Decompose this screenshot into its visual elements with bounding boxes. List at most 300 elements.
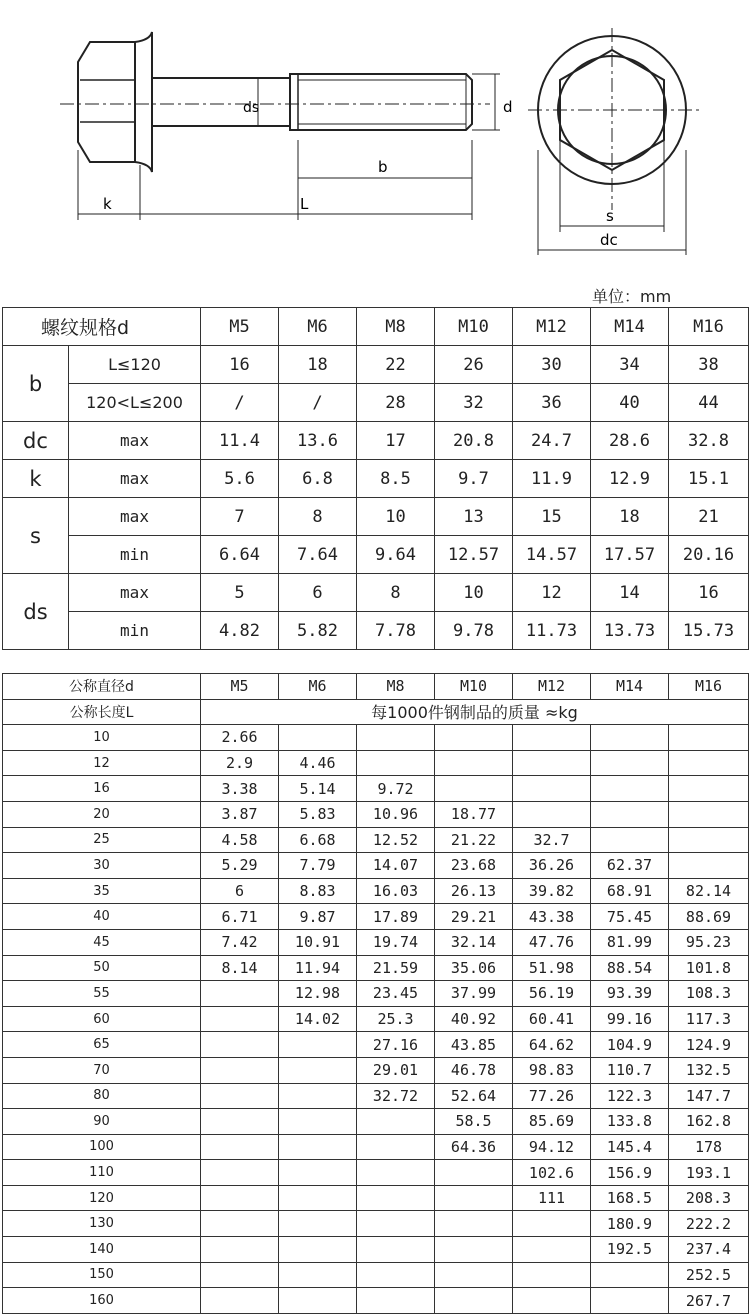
weight-caption-row (3, 699, 749, 725)
table-cell (669, 750, 749, 776)
table-cell: 162.8 (669, 1109, 749, 1135)
table-row (3, 1160, 749, 1186)
length-cell: 90 (3, 1109, 201, 1135)
table-cell (357, 1185, 435, 1211)
length-cell: 80 (3, 1083, 201, 1109)
table-cell: 17.89 (357, 904, 435, 930)
table-cell: 88.54 (591, 955, 669, 981)
table-cell: 3.38 (201, 776, 279, 802)
spec-header-label: 螺纹规格d (3, 308, 201, 346)
table-cell: 14.57 (513, 536, 591, 574)
length-cell: 25 (3, 827, 201, 853)
dc-sub: max (69, 422, 201, 460)
table-cell: 5 (201, 574, 279, 612)
bolt-drawing (0, 0, 750, 300)
table-cell: 13 (435, 498, 513, 536)
table-cell: 11.73 (513, 612, 591, 650)
table-cell: 38 (669, 346, 749, 384)
b-condition: L≤120 (69, 346, 201, 384)
table-cell (201, 1211, 279, 1237)
table-cell (201, 1185, 279, 1211)
table-cell: 15 (513, 498, 591, 536)
table-cell: 7.79 (279, 853, 357, 879)
table-cell (513, 776, 591, 802)
s-sub: min (69, 536, 201, 574)
table-row (3, 981, 749, 1007)
table-cell (201, 1032, 279, 1058)
table-cell: 82.14 (669, 878, 749, 904)
table-cell: 19.74 (357, 929, 435, 955)
table-cell: 6.8 (279, 460, 357, 498)
table-cell: 16 (201, 346, 279, 384)
size-header: M16 (669, 308, 749, 346)
dc-label: dc (3, 422, 69, 460)
table-cell: 208.3 (669, 1185, 749, 1211)
table-cell (201, 981, 279, 1007)
table-cell: 11.9 (513, 460, 591, 498)
table-cell (357, 750, 435, 776)
table-row (3, 1032, 749, 1058)
table-cell: 13.6 (279, 422, 357, 460)
b-label: b (3, 346, 69, 422)
table-cell (591, 827, 669, 853)
table-cell: 18 (279, 346, 357, 384)
size-header: M12 (513, 674, 591, 700)
table-cell: 47.76 (513, 929, 591, 955)
weight-caption: 每1000件钢制品的质量 ≈kg (201, 699, 749, 725)
size-header: M5 (201, 674, 279, 700)
table-cell: 52.64 (435, 1083, 513, 1109)
table-cell: 147.7 (669, 1083, 749, 1109)
k-dimension-label: k (103, 195, 112, 213)
table-cell (201, 1262, 279, 1288)
table-row (3, 955, 749, 981)
b-condition: 120<L≤200 (69, 384, 201, 422)
table-cell: 85.69 (513, 1109, 591, 1135)
table-cell: 237.4 (669, 1237, 749, 1263)
length-cell: 30 (3, 853, 201, 879)
bolt-flange-outline (135, 32, 152, 172)
table-cell: 56.19 (513, 981, 591, 1007)
table-cell: 29.01 (357, 1057, 435, 1083)
table-cell: 133.8 (591, 1109, 669, 1135)
table-cell (513, 750, 591, 776)
table-cell (201, 1134, 279, 1160)
dc-row (3, 422, 749, 460)
length-cell: 50 (3, 955, 201, 981)
table-cell (201, 1288, 279, 1314)
k-row (3, 460, 749, 498)
k-sub: max (69, 460, 201, 498)
table-cell: 101.8 (669, 955, 749, 981)
table-cell: 77.26 (513, 1083, 591, 1109)
diameter-label: 公称直径d (3, 674, 201, 700)
table-cell: 9.87 (279, 904, 357, 930)
table-cell: 35.06 (435, 955, 513, 981)
table-cell: 81.99 (591, 929, 669, 955)
table-cell: 111 (513, 1185, 591, 1211)
table-cell (591, 801, 669, 827)
table-cell: 32.14 (435, 929, 513, 955)
table-cell (279, 1032, 357, 1058)
table-cell: 252.5 (669, 1262, 749, 1288)
table-cell: 32.8 (669, 422, 749, 460)
table-cell: 9.7 (435, 460, 513, 498)
table-cell: 5.82 (279, 612, 357, 650)
table-cell: 60.41 (513, 1006, 591, 1032)
table-cell: 21 (669, 498, 749, 536)
table-cell: 40 (591, 384, 669, 422)
table-cell (279, 1288, 357, 1314)
table-cell: 64.36 (435, 1134, 513, 1160)
table-cell: 7 (201, 498, 279, 536)
length-label: 公称长度L (3, 699, 201, 725)
table-cell: 39.82 (513, 878, 591, 904)
size-header: M5 (201, 308, 279, 346)
table-cell: 12.98 (279, 981, 357, 1007)
table-cell: 5.29 (201, 853, 279, 879)
table-cell (591, 750, 669, 776)
table-cell: 14.02 (279, 1006, 357, 1032)
table-cell (435, 725, 513, 751)
table-cell: 88.69 (669, 904, 749, 930)
length-cell: 20 (3, 801, 201, 827)
table-row (3, 1237, 749, 1263)
ds-row-min (3, 612, 749, 650)
table-cell (513, 1211, 591, 1237)
table-cell: 102.6 (513, 1160, 591, 1186)
table-cell: 94.12 (513, 1134, 591, 1160)
table-cell (279, 1134, 357, 1160)
table-cell (279, 1185, 357, 1211)
bolt-shank-outline (152, 78, 290, 126)
table-cell: 24.7 (513, 422, 591, 460)
ds-label: ds (3, 574, 69, 650)
table-cell: 20.16 (669, 536, 749, 574)
table-cell: 15.73 (669, 612, 749, 650)
table-cell (357, 725, 435, 751)
table-cell: 43.38 (513, 904, 591, 930)
table-cell: 168.5 (591, 1185, 669, 1211)
table-cell: 8.14 (201, 955, 279, 981)
table-cell: 9.78 (435, 612, 513, 650)
table-row (3, 1288, 749, 1314)
table-row (3, 929, 749, 955)
table-cell: 51.98 (513, 955, 591, 981)
bolt-thread-outline (290, 74, 472, 130)
length-cell: 120 (3, 1185, 201, 1211)
table-cell: 16 (669, 574, 749, 612)
table-cell (591, 776, 669, 802)
table-cell (201, 1237, 279, 1263)
table-cell: 178 (669, 1134, 749, 1160)
size-header: M6 (279, 674, 357, 700)
table-cell (435, 1288, 513, 1314)
size-header: M10 (435, 308, 513, 346)
table-cell (279, 1237, 357, 1263)
spec-table (2, 307, 749, 650)
length-cell: 130 (3, 1211, 201, 1237)
table-cell: 18 (591, 498, 669, 536)
table-cell (435, 1160, 513, 1186)
table-cell: 6.71 (201, 904, 279, 930)
table-cell: 32 (435, 384, 513, 422)
table-cell (357, 1211, 435, 1237)
table-cell: 28.6 (591, 422, 669, 460)
table-cell (591, 1262, 669, 1288)
table-cell: 124.9 (669, 1032, 749, 1058)
table-cell (279, 1083, 357, 1109)
table-cell: 193.1 (669, 1160, 749, 1186)
table-cell: 20.8 (435, 422, 513, 460)
table-cell: 36 (513, 384, 591, 422)
table-cell: 192.5 (591, 1237, 669, 1263)
bolt-head-outline (78, 42, 135, 162)
ds-row-max (3, 574, 749, 612)
table-cell: 22 (357, 346, 435, 384)
table-cell: 12 (513, 574, 591, 612)
table-cell: 7.64 (279, 536, 357, 574)
length-cell: 45 (3, 929, 201, 955)
length-cell: 100 (3, 1134, 201, 1160)
table-cell: 4.58 (201, 827, 279, 853)
table-cell: 5.83 (279, 801, 357, 827)
table-cell (435, 750, 513, 776)
table-cell: 37.99 (435, 981, 513, 1007)
table-row (3, 750, 749, 776)
table-cell: 13.73 (591, 612, 669, 650)
table-row (3, 1211, 749, 1237)
L-dimension-label: L (300, 195, 309, 213)
s-row-max (3, 498, 749, 536)
table-cell (591, 1288, 669, 1314)
table-cell: 122.3 (591, 1083, 669, 1109)
table-cell: 44 (669, 384, 749, 422)
table-cell (669, 827, 749, 853)
table-cell: 99.16 (591, 1006, 669, 1032)
length-cell: 110 (3, 1160, 201, 1186)
size-header: M10 (435, 674, 513, 700)
weight-header-row (3, 674, 749, 700)
table-cell: 2.9 (201, 750, 279, 776)
table-cell: 93.39 (591, 981, 669, 1007)
d-dimension-label: d (503, 98, 513, 116)
length-cell: 55 (3, 981, 201, 1007)
table-cell: 9.72 (357, 776, 435, 802)
weight-body (3, 725, 749, 1314)
table-row (3, 776, 749, 802)
table-cell: 21.59 (357, 955, 435, 981)
table-row (3, 853, 749, 879)
table-cell: 40.92 (435, 1006, 513, 1032)
table-cell (513, 725, 591, 751)
size-header: M14 (591, 308, 669, 346)
table-cell (201, 1109, 279, 1135)
table-cell (201, 1083, 279, 1109)
k-label: k (3, 460, 69, 498)
table-cell: 64.62 (513, 1032, 591, 1058)
table-cell (279, 1057, 357, 1083)
table-cell (669, 725, 749, 751)
dc-dimension-label: dc (600, 231, 618, 249)
length-cell: 10 (3, 725, 201, 751)
length-cell: 140 (3, 1237, 201, 1263)
table-cell (435, 1185, 513, 1211)
table-cell: 34 (591, 346, 669, 384)
table-cell: 14.07 (357, 853, 435, 879)
table-cell: 16.03 (357, 878, 435, 904)
table-cell: 46.78 (435, 1057, 513, 1083)
table-cell: 4.82 (201, 612, 279, 650)
table-cell (591, 725, 669, 751)
table-cell (357, 1134, 435, 1160)
table-cell: 17.57 (591, 536, 669, 574)
table-cell: / (279, 384, 357, 422)
table-cell: 10 (357, 498, 435, 536)
table-cell: 8.83 (279, 878, 357, 904)
table-row (3, 801, 749, 827)
table-cell (201, 1006, 279, 1032)
ds-sub: min (69, 612, 201, 650)
length-cell: 35 (3, 878, 201, 904)
b-dimension-label: b (378, 158, 388, 176)
table-cell (201, 1057, 279, 1083)
table-row (3, 1134, 749, 1160)
table-cell: 180.9 (591, 1211, 669, 1237)
table-cell: 23.68 (435, 853, 513, 879)
table-cell (357, 1288, 435, 1314)
table-cell (513, 801, 591, 827)
spec-header-row (3, 308, 749, 346)
table-cell: 4.46 (279, 750, 357, 776)
table-cell (279, 1262, 357, 1288)
table-cell: 36.26 (513, 853, 591, 879)
s-dimension-label: s (606, 207, 614, 225)
table-cell: 6 (279, 574, 357, 612)
table-cell: 108.3 (669, 981, 749, 1007)
table-cell: 68.91 (591, 878, 669, 904)
table-cell: 12.9 (591, 460, 669, 498)
table-cell: 17 (357, 422, 435, 460)
table-cell: 10.96 (357, 801, 435, 827)
table-cell: 29.21 (435, 904, 513, 930)
table-cell (669, 853, 749, 879)
table-cell (357, 1262, 435, 1288)
table-cell: 32.72 (357, 1083, 435, 1109)
table-cell: 12.52 (357, 827, 435, 853)
table-cell: 23.45 (357, 981, 435, 1007)
table-cell: 6.64 (201, 536, 279, 574)
length-cell: 150 (3, 1262, 201, 1288)
table-row (3, 1185, 749, 1211)
table-cell (513, 1262, 591, 1288)
table-cell: 28 (357, 384, 435, 422)
table-cell: 75.45 (591, 904, 669, 930)
size-header: M8 (357, 674, 435, 700)
length-cell: 160 (3, 1288, 201, 1314)
table-cell (435, 1237, 513, 1263)
table-row (3, 904, 749, 930)
table-cell: 25.3 (357, 1006, 435, 1032)
table-cell: 8 (279, 498, 357, 536)
ds-dimension-label: ds (243, 100, 260, 116)
table-cell: 9.64 (357, 536, 435, 574)
table-cell: 10.91 (279, 929, 357, 955)
size-header: M6 (279, 308, 357, 346)
table-cell (435, 776, 513, 802)
table-cell: 14 (591, 574, 669, 612)
table-cell: 6 (201, 878, 279, 904)
table-cell (279, 1109, 357, 1135)
table-row (3, 1057, 749, 1083)
table-cell: 3.87 (201, 801, 279, 827)
b-row-2 (3, 384, 749, 422)
table-row (3, 1262, 749, 1288)
table-cell: 156.9 (591, 1160, 669, 1186)
table-cell: 26.13 (435, 878, 513, 904)
table-cell: 18.77 (435, 801, 513, 827)
table-cell: 132.5 (669, 1057, 749, 1083)
table-cell: 10 (435, 574, 513, 612)
table-cell: 27.16 (357, 1032, 435, 1058)
table-row (3, 725, 749, 751)
table-row (3, 1109, 749, 1135)
table-cell (435, 1211, 513, 1237)
length-cell: 70 (3, 1057, 201, 1083)
table-cell (201, 1160, 279, 1186)
table-row (3, 1006, 749, 1032)
table-cell: 32.7 (513, 827, 591, 853)
table-cell (513, 1288, 591, 1314)
table-cell: 5.6 (201, 460, 279, 498)
table-cell: 58.5 (435, 1109, 513, 1135)
table-cell: 11.4 (201, 422, 279, 460)
table-cell (357, 1109, 435, 1135)
table-cell: 145.4 (591, 1134, 669, 1160)
table-row (3, 1083, 749, 1109)
length-cell: 40 (3, 904, 201, 930)
table-cell: 62.37 (591, 853, 669, 879)
size-header: M16 (669, 674, 749, 700)
table-cell (513, 1237, 591, 1263)
table-cell: 5.14 (279, 776, 357, 802)
length-cell: 12 (3, 750, 201, 776)
size-header: M8 (357, 308, 435, 346)
size-header: M12 (513, 308, 591, 346)
length-cell: 60 (3, 1006, 201, 1032)
table-cell: 8.5 (357, 460, 435, 498)
table-cell: 7.42 (201, 929, 279, 955)
table-cell: 7.78 (357, 612, 435, 650)
table-cell: 95.23 (669, 929, 749, 955)
s-row-min (3, 536, 749, 574)
table-cell: 117.3 (669, 1006, 749, 1032)
table-cell (357, 1237, 435, 1263)
table-row (3, 878, 749, 904)
length-cell: 16 (3, 776, 201, 802)
table-cell: 267.7 (669, 1288, 749, 1314)
table-cell: 11.94 (279, 955, 357, 981)
table-cell: / (201, 384, 279, 422)
table-cell: 222.2 (669, 1211, 749, 1237)
table-cell (279, 725, 357, 751)
unit-label: 单位：mm (592, 287, 672, 306)
table-cell: 110.7 (591, 1057, 669, 1083)
table-cell (669, 776, 749, 802)
length-cell: 65 (3, 1032, 201, 1058)
table-cell: 6.68 (279, 827, 357, 853)
table-cell: 98.83 (513, 1057, 591, 1083)
